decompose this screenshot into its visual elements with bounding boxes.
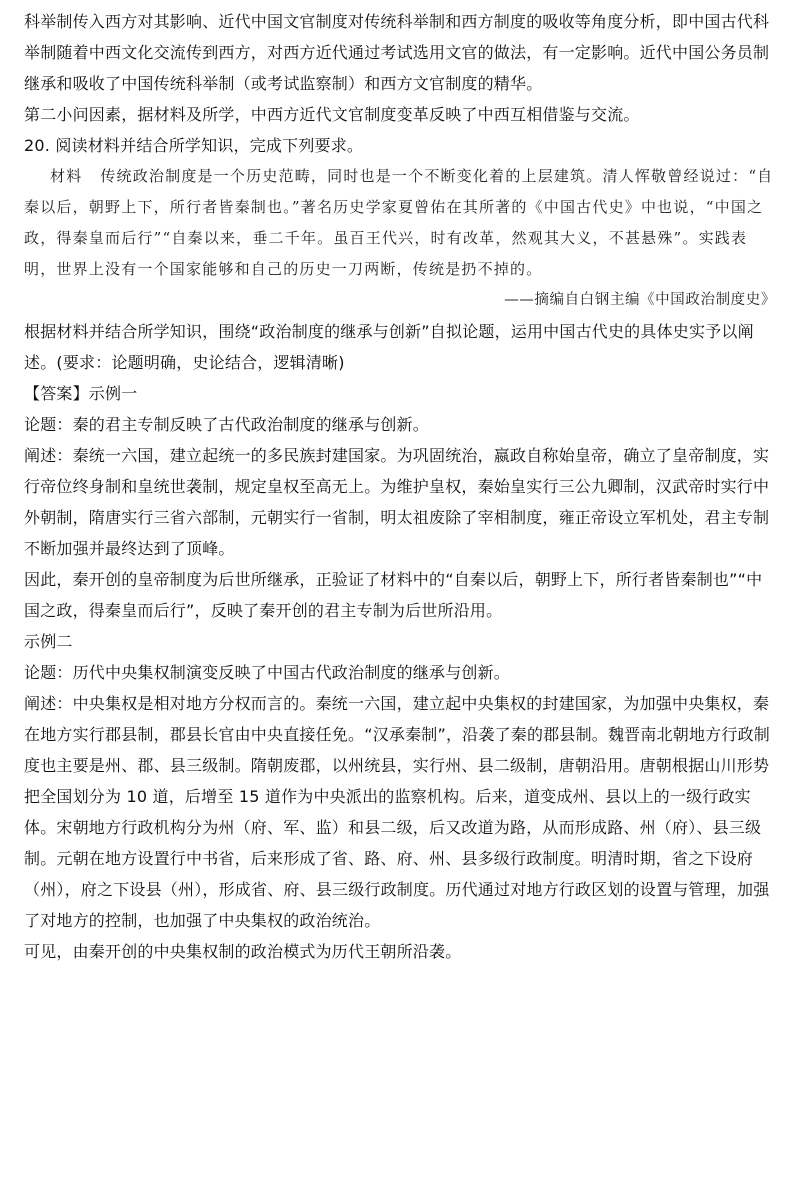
example2-label: 示例二 <box>24 632 73 651</box>
example1-exposition: 阐述：秦统一六国，建立起统一的多民族封建国家。为巩固统治，嬴政自称始皇帝，确立了皇帝制度，实行帝位终身制和皇统世袭制，规定皇权至高无上。为维护皇权，秦始皇实行三公九卿制，汉武帝时实行中外朝制，隋唐实行三省六部制，元朝实行一省制，明太祖废除了宰相制度，雍正帝设立军机处，君主专制不断加强并最终达到了顶峰。 <box>24 446 770 558</box>
question-20-title: 20. 阅读材料并结合所学知识，完成下列要求。 <box>24 136 364 155</box>
document-page <box>24 6 776 967</box>
material-text: 传统政治制度是一个历史范畴，同时也是一个不断变化着的上层建筑。清人恽敬曾经说过：“自秦以后，朝野上下，所行者皆秦制也。”著名历史学家夏曾佑在其所著的《中国古代史》中也说，“中国之政，得秦皇而后行”“自秦以来，垂二千年。虽百王代兴，时有改革，然观其大义，不甚悬殊”。实践表明，世界上没有一个国家能够和自己的历史一刀两断，传统是扔不掉的。 <box>24 167 774 278</box>
example2-exposition: 阐述：中央集权是相对地方分权而言的。秦统一六国，建立起中央集权的封建国家，为加强中央集权，秦在地方实行郡县制，郡县长官由中央直接任免。“汉承秦制”，沿袭了秦的郡县制。魏晋南北朝地方行政制度也主要是州、郡、县三级制。隋朝废郡，以州统县，实行州、县二级制，唐朝沿用。唐朝根据山川形势把全国划分为 10 道，后增至 15 道作为中央派出的监察机构。后来，道变成州、县以上的一级行政实体。宋朝地方行政机构分为州（府、军、监）和县二级，后又改道为路，从而形成路、州（府）、县三级制。元朝在地方设置行中书省，后来形成了省、路、府、州、县多级行政制度。明清时期，省之下设府（州），府之下设县（州），形成省、府、县三级行政制度。历代通过对地方行政区划的设置与管理，加强了对地方的控制，也加强了中央集权的政治统治。 <box>24 694 770 930</box>
example1-conclusion: 因此，秦开创的皇帝制度为后世所继承，正验证了材料中的“自秦以后，朝野上下，所行者皆秦制也”“中国之政，得秦皇而后行”，反映了秦开创的君主专制为后世所沿用。 <box>24 570 763 620</box>
material-source: ——摘编自白钢主编《中国政治制度史》 <box>504 292 776 308</box>
example2-conclusion: 可见，由秦开创的中央集权制的政治模式为历代王朝所沿袭。 <box>24 942 462 961</box>
material-label: 材料 <box>50 167 83 185</box>
question-prompt: 根据材料并结合所学知识，围绕“政治制度的继承与创新”自拟论题，运用中国古代史的具体史实予以阐述。(要求：论题明确，史论结合，逻辑清晰) <box>24 322 754 372</box>
paragraph-second-part: 第二小问因素，据材料及所学，中西方近代文官制度变革反映了中西互相借鉴与交流。 <box>24 105 640 124</box>
answer-label: 【答案】示例一 <box>24 384 138 403</box>
paragraph-prior-answer: 科举制传入西方对其影响、近代中国文官制度对传统科举制和西方制度的吸收等角度分析，即中国古代科举制随着中西文化交流传到西方，对西方近代通过考试选用文官的做法，有一定影响。近代中国公务员制继承和吸收了中国传统科举制（或考试监察制）和西方文官制度的精华。 <box>24 12 770 93</box>
example1-thesis: 论题：秦的君主专制反映了古代政治制度的继承与创新。 <box>24 415 430 434</box>
example2-thesis: 论题：历代中央集权制演变反映了中国古代政治制度的继承与创新。 <box>24 663 511 682</box>
material-block <box>24 161 776 285</box>
